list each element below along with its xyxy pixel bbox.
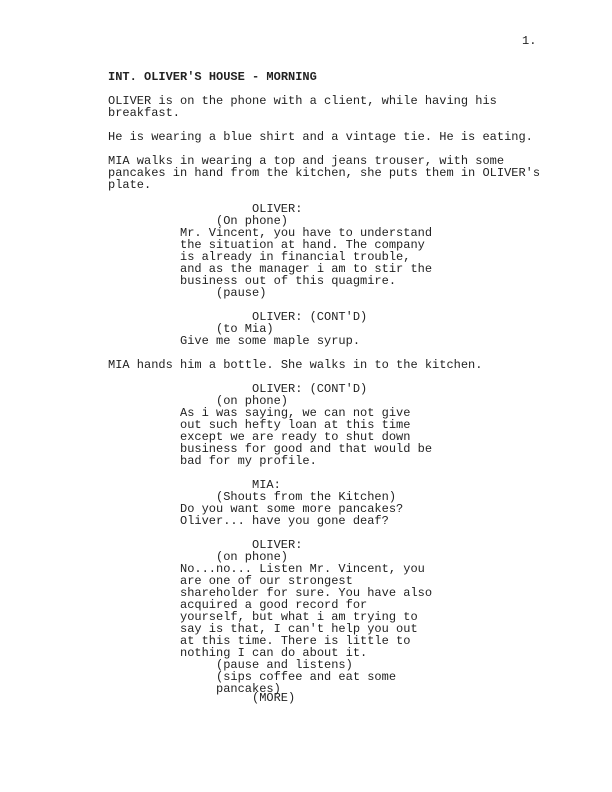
action-line: He is wearing a blue shirt and a vintage tie. He is eating. bbox=[108, 130, 533, 144]
dialogue: As i was saying, we can not give out such hefty loan at this time except we are ready to shut down business for good and that would be bad for my profile. bbox=[180, 406, 433, 468]
screenplay-body bbox=[0, 71, 612, 704]
more-marker: (MORE) bbox=[252, 691, 296, 705]
parenthetical: (pause and listens) bbox=[216, 658, 353, 672]
parenthetical: (sips coffee and eat some pancakes) bbox=[216, 670, 397, 696]
action-line: OLIVER is on the phone with a client, while having his breakfast. bbox=[108, 94, 497, 120]
action-line: MIA hands him a bottle. She walks in to the kitchen. bbox=[108, 358, 483, 372]
character-cue: OLIVER: bbox=[252, 538, 303, 552]
character-cue: OLIVER: (CONT'D) bbox=[252, 382, 368, 396]
action-line: MIA walks in wearing a top and jeans trouser, with some pancakes in hand from the kitchen, she puts them in OLIVER's plate. bbox=[108, 154, 541, 192]
character-cue: MIA: bbox=[252, 478, 281, 492]
parenthetical: (to Mia) bbox=[216, 322, 274, 336]
parenthetical: (on phone) bbox=[216, 550, 289, 564]
scene-heading: INT. OLIVER'S HOUSE - MORNING bbox=[108, 70, 317, 84]
parenthetical: (On phone) bbox=[216, 214, 289, 228]
dialogue: No...no... Listen Mr. Vincent, you are one of our strongest shareholder for sure. You have also acquired a good record for yourself, but what i am trying to say is that, I can't help you out at this time. There is little to nothing I can do about it. bbox=[180, 562, 433, 660]
parenthetical: (pause) bbox=[216, 286, 267, 300]
parenthetical: (Shouts from the Kitchen) bbox=[216, 490, 397, 504]
dialogue: Give me some maple syrup. bbox=[180, 334, 361, 348]
parenthetical: (on phone) bbox=[216, 394, 289, 408]
page-number: 1. bbox=[522, 34, 537, 48]
dialogue: Do you want some more pancakes? Oliver... have you gone deaf? bbox=[180, 502, 404, 528]
dialogue: Mr. Vincent, you have to understand the situation at hand. The company is already in financial trouble, and as the manager i am to stir the business out of this quagmire. bbox=[180, 226, 433, 288]
character-cue: OLIVER: (CONT'D) bbox=[252, 310, 368, 324]
character-cue: OLIVER: bbox=[252, 202, 303, 216]
